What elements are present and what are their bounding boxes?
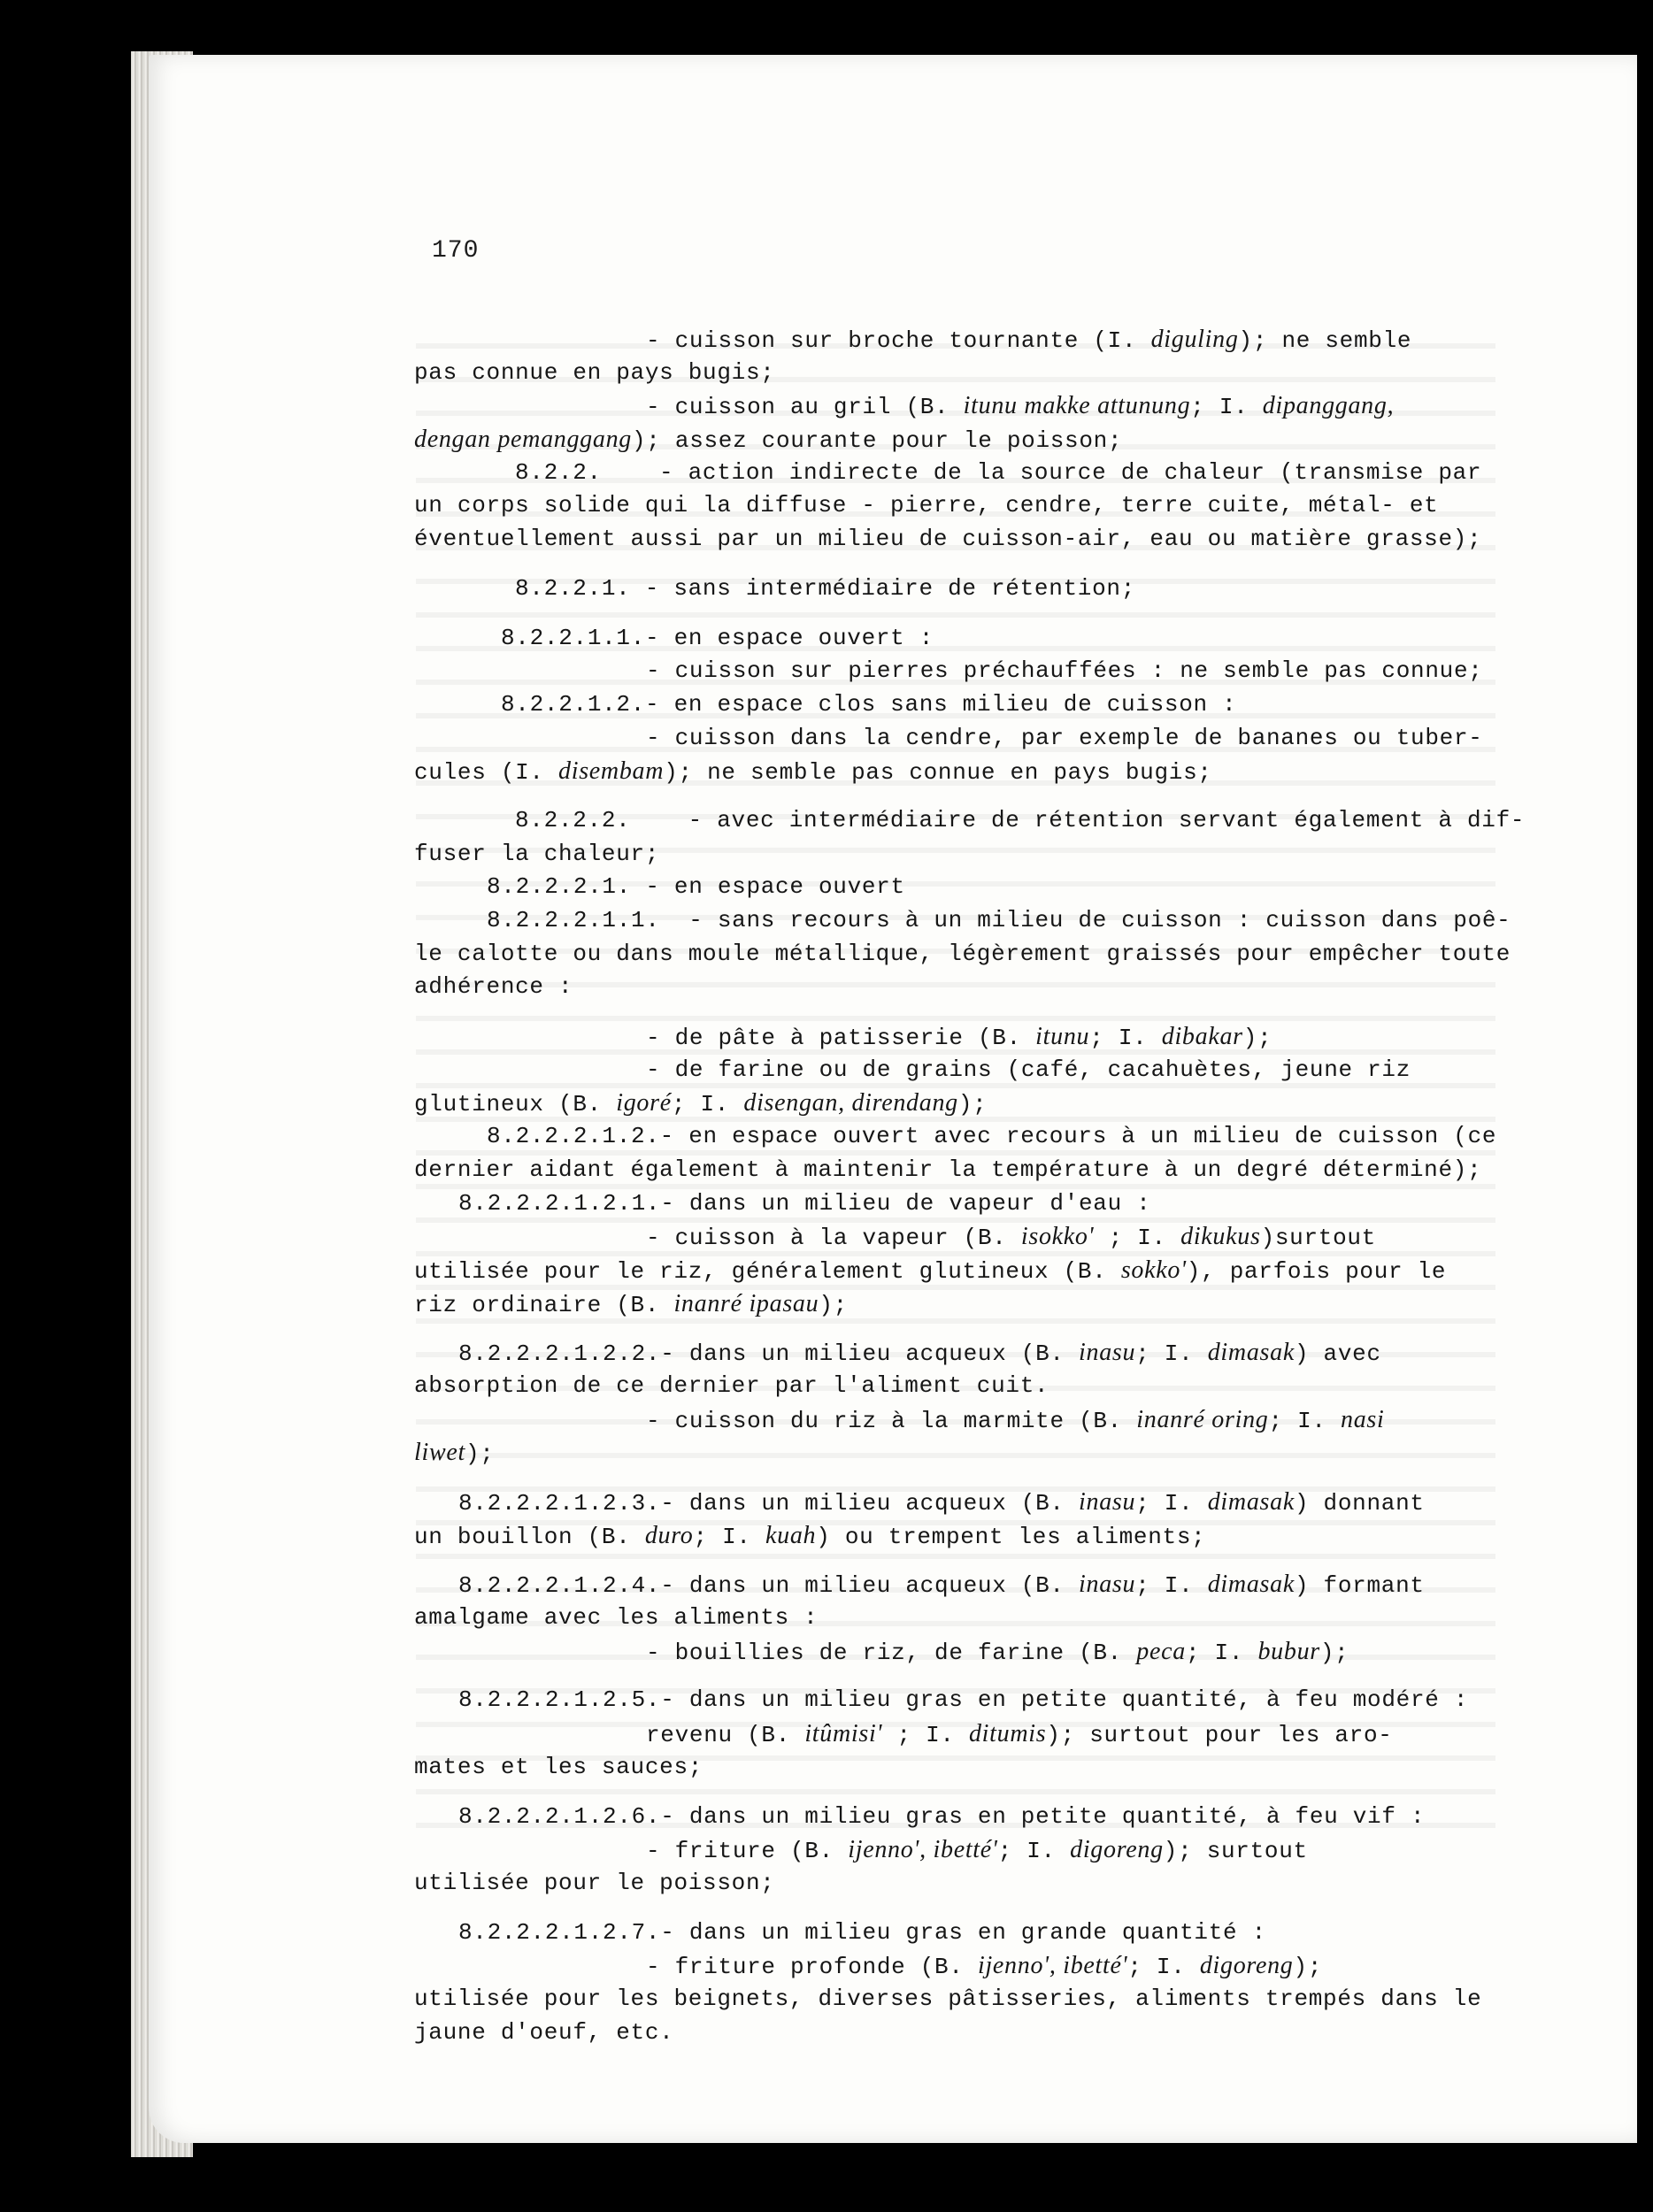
- text-line: [414, 688, 1511, 722]
- text-run: ; I.: [1094, 1225, 1181, 1252]
- text-run: ) formant: [1294, 1572, 1425, 1600]
- text-run: 8.2.2. - action indirecte de la source de chaleur (transmise par: [515, 458, 1482, 486]
- text-line: [414, 1254, 1511, 1287]
- text-line: [414, 838, 1511, 872]
- text-line: [414, 1519, 1511, 1553]
- text-run: ; I.: [997, 1838, 1071, 1865]
- italic-term: duro: [644, 1521, 694, 1549]
- text-line: [414, 1751, 1511, 1785]
- text-line: [414, 323, 1511, 357]
- italic-term: kuah: [765, 1521, 817, 1549]
- text-run: 8.2.2.2.1.1. - sans recours à un milieu de cuisson : cuisson dans poê-: [487, 907, 1511, 933]
- page-number: 170: [432, 237, 480, 265]
- text-line: [414, 423, 1511, 457]
- text-run: éventuellement aussi par un milieu de cuisson-air, eau ou matière grasse);: [414, 526, 1482, 553]
- italic-term: itunu makke attunung: [963, 392, 1191, 420]
- text-line: [414, 572, 1511, 606]
- italic-term: ijenno', ibetté': [977, 1952, 1128, 1980]
- text-run: - cuisson au gril (B.: [646, 394, 964, 421]
- italic-term: ditumis: [968, 1720, 1047, 1748]
- text-line: [414, 1154, 1511, 1187]
- text-run: - friture (B.: [646, 1838, 849, 1865]
- italic-term: itunu: [1035, 1023, 1090, 1051]
- text-run: un bouillon (B.: [414, 1523, 645, 1550]
- italic-term: nasi: [1341, 1405, 1385, 1433]
- text-line: [414, 1370, 1511, 1403]
- text-line: [414, 1833, 1511, 1867]
- text-run: ); surtout: [1163, 1838, 1308, 1865]
- text-line: [414, 1684, 1511, 1717]
- text-run: amalgame avec les aliments :: [414, 1604, 819, 1632]
- text-line: [414, 1916, 1511, 1950]
- text-run: );: [1242, 1025, 1272, 1052]
- text-line: [414, 1635, 1511, 1669]
- text-run: 8.2.2.1. - sans intermédiaire de rétention;: [515, 574, 1136, 602]
- text-run: 8.2.2.2.1.2.4.- dans un milieu acqueux (B.: [458, 1572, 1080, 1600]
- italic-term: digoreng: [1070, 1836, 1164, 1864]
- text-run: - cuisson sur pierres préchauffées : ne semble pas connue;: [646, 657, 1483, 685]
- italic-term: disengan, direndang: [743, 1089, 958, 1118]
- text-line: [414, 1020, 1511, 1054]
- text-line: [414, 1403, 1511, 1437]
- text-run: ; I.: [1135, 1572, 1208, 1600]
- text-line: [414, 1336, 1511, 1370]
- text-run: );: [1319, 1639, 1349, 1666]
- italic-term: inasu: [1079, 1488, 1136, 1516]
- text-run: - cuisson dans la cendre, par exemple de bananes ou tuber-: [646, 724, 1483, 751]
- italic-term: igoré: [616, 1089, 672, 1118]
- italic-term: inanré oring: [1136, 1405, 1269, 1433]
- text-run: ); ne semble pas connue en pays bugis;: [664, 759, 1212, 787]
- text-run: - friture profonde (B.: [646, 1954, 978, 1981]
- text-run: ; I.: [693, 1523, 766, 1550]
- text-run: adhérence :: [414, 973, 573, 1001]
- text-line: [414, 523, 1511, 557]
- text-run: jaune d'oeuf, etc.: [414, 2018, 674, 2046]
- text-run: ) donnant: [1294, 1490, 1425, 1517]
- text-line: [414, 1220, 1511, 1254]
- text-run: utilisée pour les beignets, diverses pâtisseries, aliments trempés dans le: [414, 1985, 1482, 2012]
- text-line: [414, 1983, 1511, 2016]
- text-run: ), parfois pour le: [1186, 1257, 1447, 1285]
- italic-term: diguling: [1150, 326, 1239, 353]
- text-run: ; I.: [882, 1722, 969, 1749]
- text-line: [414, 1601, 1511, 1635]
- italic-term: sokko': [1120, 1256, 1187, 1284]
- text-run: revenu (B.: [646, 1722, 805, 1749]
- text-line: [414, 489, 1511, 523]
- text-run: ); assez courante pour le poisson;: [631, 427, 1123, 455]
- text-run: 8.2.2.2.1.2.- en espace ouvert avec recours à un milieu de cuisson (ce: [487, 1123, 1497, 1150]
- text-run: cules (I.: [414, 759, 559, 787]
- text-run: utilisée pour le poisson;: [414, 1869, 775, 1896]
- text-run: );: [957, 1091, 988, 1118]
- italic-term: digoreng: [1199, 1952, 1294, 1980]
- text-run: ; I.: [1135, 1490, 1208, 1517]
- text-run: 8.2.2.2.1.2.3.- dans un milieu acqueux (B.: [458, 1490, 1080, 1517]
- text-run: absorption de ce dernier par l'aliment cuit.: [414, 1371, 1049, 1399]
- text-run: ; I.: [1190, 394, 1263, 421]
- text-run: 8.2.2.2.1.2.7.- dans un milieu gras en grande quantité :: [458, 1918, 1266, 1946]
- text-line: [414, 655, 1511, 688]
- italic-term: dikukus: [1180, 1223, 1261, 1251]
- italic-term: dimasak: [1207, 1571, 1295, 1599]
- text-run: 8.2.2.2.1.2.5.- dans un milieu gras en petite quantité, à feu modéré :: [458, 1686, 1469, 1714]
- italic-term: disembam: [558, 757, 665, 786]
- text-line: [414, 1054, 1511, 1087]
- text-run: 8.2.2.1.1.- en espace ouvert :: [501, 624, 934, 651]
- text-line: [414, 1717, 1511, 1751]
- text-run: ); surtout pour les aro-: [1046, 1722, 1393, 1749]
- body-text: [414, 323, 1526, 2049]
- italic-term: dimasak: [1207, 1488, 1295, 1516]
- text-run: 8.2.2.1.2.- en espace clos sans milieu de cuisson :: [501, 690, 1237, 718]
- text-line: [414, 871, 1511, 904]
- text-line: [414, 1568, 1511, 1601]
- text-run: ; I.: [1089, 1025, 1162, 1052]
- text-run: );: [819, 1291, 848, 1318]
- text-run: - de farine ou de grains (café, cacahuètes, jeune riz: [646, 1056, 1411, 1083]
- italic-term: ijenno', ibetté': [848, 1836, 998, 1864]
- text-run: ; I.: [1268, 1407, 1341, 1434]
- text-run: );: [465, 1440, 495, 1468]
- text-line: [414, 357, 1511, 390]
- text-line: [414, 622, 1511, 656]
- text-line: [414, 1486, 1511, 1519]
- italic-term: isokko': [1020, 1223, 1095, 1251]
- text-run: - cuisson du riz à la marmite (B.: [646, 1407, 1137, 1434]
- italic-term: dimasak: [1207, 1339, 1295, 1367]
- text-run: ) ou trempent les aliments;: [816, 1523, 1206, 1550]
- text-run: - bouillies de riz, de farine (B.: [646, 1639, 1137, 1666]
- text-line: [414, 2016, 1511, 2050]
- text-line: [414, 904, 1511, 938]
- text-run: 8.2.2.2. - avec intermédiaire de rétention servant également à dif-: [515, 806, 1526, 833]
- text-line: [414, 1120, 1511, 1154]
- italic-term: inasu: [1079, 1339, 1136, 1367]
- text-line: [414, 755, 1511, 788]
- text-run: fuser la chaleur;: [414, 840, 660, 867]
- text-run: - de pâte à patisserie (B.: [646, 1025, 1036, 1052]
- text-run: riz ordinaire (B.: [414, 1291, 674, 1318]
- text-line: [414, 1187, 1511, 1221]
- text-run: ; I.: [1135, 1340, 1208, 1368]
- text-line: [414, 389, 1511, 423]
- text-run: dernier aidant également à maintenir la température à un degré déterminé);: [414, 1156, 1482, 1183]
- text-line: [414, 804, 1526, 838]
- text-run: - cuisson à la vapeur (B.: [646, 1225, 1021, 1252]
- text-run: utilisée pour le riz, généralement glutineux (B.: [414, 1257, 1121, 1285]
- text-run: ; I.: [671, 1091, 744, 1118]
- text-line: [414, 1949, 1511, 1983]
- italic-term: dengan pemanggang: [414, 426, 632, 454]
- text-run: un corps solide qui la diffuse - pierre, cendre, terre cuite, métal- et: [414, 492, 1439, 519]
- text-run: ; I.: [1185, 1639, 1258, 1666]
- text-run: le calotte ou dans moule métallique, légèrement graissés pour empêcher toute: [414, 940, 1511, 967]
- italic-term: inasu: [1079, 1571, 1136, 1599]
- text-line: [414, 457, 1511, 490]
- text-line: [414, 938, 1511, 972]
- text-run: 8.2.2.2.1. - en espace ouvert: [487, 873, 905, 901]
- text-run: ) avec: [1294, 1340, 1381, 1368]
- italic-term: dibakar: [1161, 1023, 1243, 1051]
- text-line: [414, 722, 1511, 756]
- text-run: ; I.: [1127, 1954, 1200, 1981]
- text-run: 8.2.2.2.1.2.2.- dans un milieu acqueux (B.: [458, 1340, 1080, 1368]
- text-run: )surtout: [1260, 1225, 1376, 1252]
- text-run: );: [1293, 1954, 1323, 1981]
- text-line: [414, 1087, 1511, 1120]
- italic-term: peca: [1136, 1637, 1186, 1665]
- text-line: [414, 1801, 1511, 1834]
- text-line: [414, 1867, 1511, 1901]
- text-run: 8.2.2.2.1.2.1.- dans un milieu de vapeur d'eau :: [458, 1189, 1151, 1217]
- text-run: ); ne semble: [1238, 327, 1412, 354]
- italic-term: dipanggang,: [1262, 392, 1395, 420]
- text-run: - cuisson sur broche tournante (I.: [646, 327, 1151, 354]
- italic-term: bubur: [1257, 1637, 1320, 1665]
- text-run: 8.2.2.2.1.2.6.- dans un milieu gras en petite quantité, à feu vif :: [458, 1802, 1426, 1830]
- text-line: [414, 1436, 1511, 1470]
- italic-term: itûmisi': [804, 1720, 883, 1748]
- text-run: pas connue en pays bugis;: [414, 358, 775, 386]
- text-line: [414, 1287, 1511, 1321]
- text-line: [414, 971, 1511, 1004]
- text-run: glutineux (B.: [414, 1091, 617, 1118]
- text-run: mates et les sauces;: [414, 1753, 703, 1780]
- italic-term: inanré ipasau: [673, 1289, 819, 1317]
- italic-term: liwet: [414, 1439, 465, 1467]
